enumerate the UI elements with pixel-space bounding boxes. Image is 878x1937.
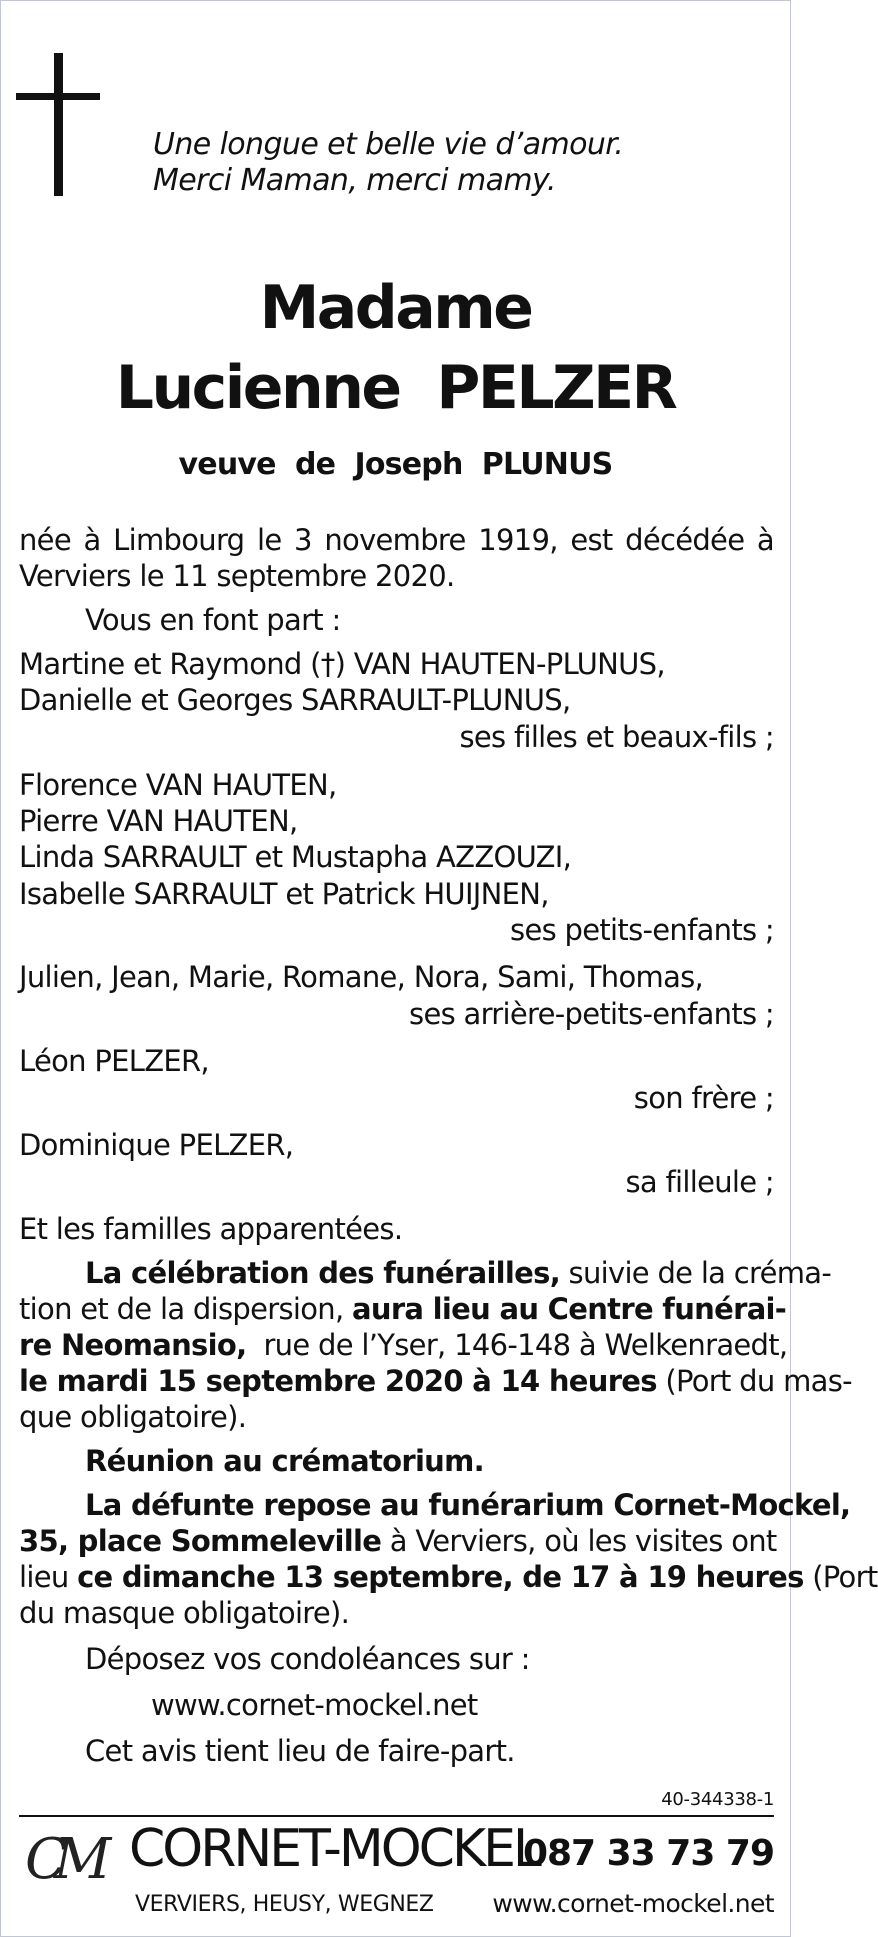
birth-line: Verviers le 11 septembre 2020. [19, 559, 455, 593]
deceased-title: Madame [259, 273, 532, 343]
family-role: son frère ; [633, 1081, 774, 1115]
company-phone: 087 33 73 79 [522, 1833, 774, 1874]
repose-line: La défunte repose au funérarium Cornet-Mockel, [85, 1488, 851, 1522]
family-role: ses petits-enfants ; [510, 913, 774, 947]
repose-line [19, 1560, 878, 1594]
ceremony-line [19, 1364, 852, 1398]
ceremony-bold: le mardi 15 septembre 2020 à 14 heures [19, 1364, 657, 1398]
family-member: Florence VAN HAUTEN, [19, 768, 337, 802]
ceremony-line [19, 1328, 788, 1362]
announce: Vous en font part : [85, 603, 341, 637]
relatives: Et les familles apparentées. [19, 1212, 403, 1246]
family-member: Linda SARRAULT et Mustapha AZZOUZI, [19, 840, 572, 874]
ceremony-bold: re Neomansio, [19, 1328, 247, 1362]
ceremony-text: rue de l’Yser, 146-148 à Welkenraedt, [246, 1328, 788, 1362]
ceremony-text: suivie de la créma- [560, 1256, 832, 1290]
motto-line: Merci Maman, merci mamy. [153, 163, 556, 198]
family-member: Martine et Raymond (†) VAN HAUTEN-PLUNUS, [19, 647, 665, 681]
birth-line: née à Limbourg le 3 novembre 1919, est décédée à [19, 523, 774, 557]
ceremony-text: (Port du mas- [656, 1364, 852, 1398]
family-member: Isabelle SARRAULT et Patrick HUIJNEN, [19, 877, 549, 911]
family-member: Pierre VAN HAUTEN, [19, 804, 298, 838]
company-logo: CM [25, 1827, 98, 1892]
repose-bold: ce dimanche 13 septembre, de 17 à 19 heures [77, 1560, 804, 1594]
motto [153, 127, 623, 199]
notice-note: Cet avis tient lieu de faire-part. [85, 1734, 515, 1768]
family-role: ses filles et beaux-fils ; [459, 720, 774, 754]
condolences-label: Déposez vos condoléances sur : [85, 1642, 530, 1676]
divider [19, 1815, 774, 1817]
ceremony-text: tion et de la dispersion, [19, 1292, 352, 1326]
widow-of: veuve de Joseph PLUNUS [178, 447, 613, 482]
company-website[interactable]: www.cornet-mockel.net [492, 1889, 774, 1918]
family-role: sa filleule ; [625, 1165, 774, 1199]
reunion: Réunion au crématorium. [85, 1444, 484, 1478]
condolences-url[interactable]: www.cornet-mockel.net [151, 1688, 478, 1722]
motto-line: Une longue et belle vie d’amour. [153, 127, 624, 162]
deceased-name: Lucienne PELZER [115, 353, 676, 423]
family-member: Danielle et Georges SARRAULT-PLUNUS, [19, 683, 571, 717]
family-role: ses arrière-petits-enfants ; [409, 997, 774, 1031]
company-name: CORNET-MOCKEL [129, 1819, 539, 1879]
family-member: Julien, Jean, Marie, Romane, Nora, Sami, Thomas, [19, 960, 704, 994]
ceremony-line: que obligatoire). [19, 1400, 247, 1434]
family-member: Dominique PELZER, [19, 1128, 294, 1162]
family-member: Léon PELZER, [19, 1044, 209, 1078]
repose-line: du masque obligatoire). [19, 1596, 350, 1630]
ceremony-line [19, 1292, 787, 1326]
company-towns: VERVIERS, HEUSY, WEGNEZ [135, 1892, 434, 1917]
repose-text: à Verviers, où les visites ont [381, 1524, 777, 1558]
repose-text: lieu [19, 1560, 78, 1594]
repose-bold: 35, place Sommeleville [19, 1524, 382, 1558]
ceremony-bold: aura lieu au Centre funérai- [352, 1292, 787, 1326]
cross-icon [16, 53, 100, 196]
ceremony-line [85, 1256, 832, 1290]
repose-line [19, 1524, 777, 1558]
ceremony-bold: La célébration des funérailles, [85, 1256, 561, 1290]
reference-number: 40-344338-1 [661, 1789, 774, 1810]
repose-text: (Port [803, 1560, 878, 1594]
